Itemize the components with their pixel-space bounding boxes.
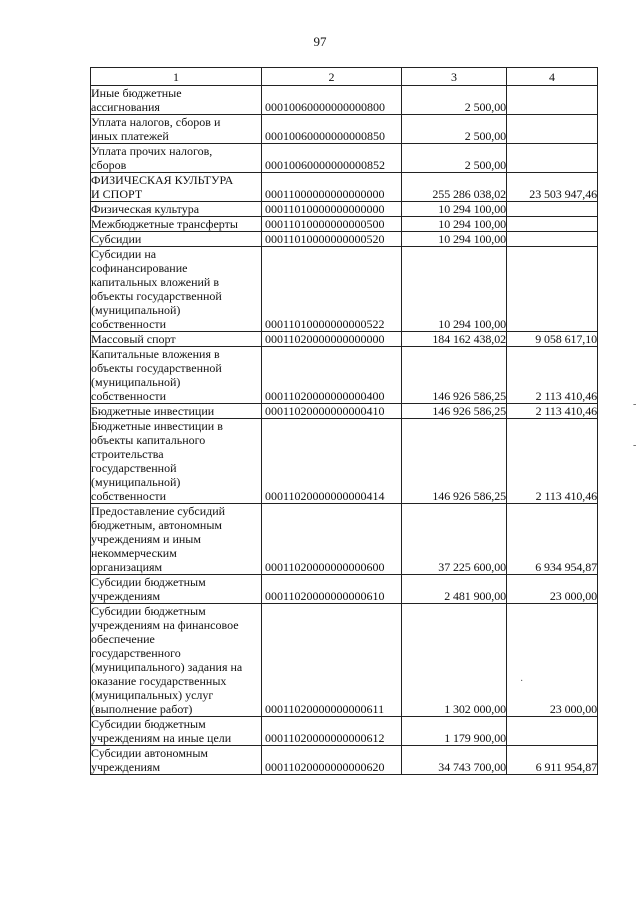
row-value-col4 (507, 717, 598, 746)
table-header-row (91, 68, 598, 86)
table-row (91, 232, 598, 247)
row-value-col3: 2 500,00 (402, 86, 507, 115)
row-value-col3: 10 294 100,00 (402, 247, 507, 332)
row-name-cell: Субсидии автономным учреждениям (91, 746, 262, 775)
row-code-cell: 00010060000000000800 (262, 86, 402, 115)
row-value-col3: 146 926 586,25 (402, 347, 507, 404)
row-code-cell: 00011010000000000000 (262, 202, 402, 217)
row-name-cell: Субсидии бюджетным учреждениям на финансовое обеспечение государственного (муниципального) задания на оказание государственных (муниципальных) услуг (выполнение работ) (91, 604, 262, 717)
row-value-col4 (507, 232, 598, 247)
row-code-cell: 00011010000000000500 (262, 217, 402, 232)
table-row (91, 247, 598, 332)
row-code-cell: 00010060000000000850 (262, 115, 402, 144)
table-row (91, 504, 598, 575)
row-code-cell: 00010060000000000852 (262, 144, 402, 173)
row-value-col4 (507, 247, 598, 332)
row-value-col3: 10 294 100,00 (402, 202, 507, 217)
row-code-cell: 00011010000000000520 (262, 232, 402, 247)
row-name-cell: Бюджетные инвестиции (91, 404, 262, 419)
row-name-cell: Субсидии на софинансирование капитальных вложений в объекты государственной (муниципальной) собственности (91, 247, 262, 332)
table-row (91, 202, 598, 217)
table-row (91, 404, 598, 419)
row-code-cell: 00011000000000000000 (262, 173, 402, 202)
row-code-cell: 00011020000000000000 (262, 332, 402, 347)
row-value-col3: 184 162 438,02 (402, 332, 507, 347)
row-name-cell: Капитальные вложения в объекты государственной (муниципальной) собственности (91, 347, 262, 404)
row-value-col3: 2 500,00 (402, 115, 507, 144)
row-value-col4: 23 000,00 (507, 604, 598, 717)
row-value-col4: 6 911 954,87 (507, 746, 598, 775)
table-row (91, 115, 598, 144)
row-value-col4: 9 058 617,10 (507, 332, 598, 347)
row-name-cell: Субсидии (91, 232, 262, 247)
table-row (91, 746, 598, 775)
table-row (91, 86, 598, 115)
scan-mark: - (633, 440, 637, 451)
table-row (91, 575, 598, 604)
row-value-col3: 1 179 900,00 (402, 717, 507, 746)
row-name-cell: Субсидии бюджетным учреждениям на иные цели (91, 717, 262, 746)
row-value-col4 (507, 202, 598, 217)
row-value-col3: 37 225 600,00 (402, 504, 507, 575)
row-value-col4: 6 934 954,87 (507, 504, 598, 575)
column-header-4: 4 (507, 68, 598, 86)
table-row (91, 173, 598, 202)
row-value-col3: 34 743 700,00 (402, 746, 507, 775)
row-name-cell: Иные бюджетные ассигнования (91, 86, 262, 115)
table-row (91, 419, 598, 504)
row-value-col4 (507, 144, 598, 173)
row-value-col4 (507, 217, 598, 232)
row-code-cell: 00011020000000000400 (262, 347, 402, 404)
row-name-cell: Уплата налогов, сборов и иных платежей (91, 115, 262, 144)
row-name-cell: Физическая культура (91, 202, 262, 217)
row-code-cell: 00011020000000000620 (262, 746, 402, 775)
row-name-cell: Уплата прочих налогов, сборов (91, 144, 262, 173)
scan-mark: - (633, 399, 637, 410)
table-row (91, 217, 598, 232)
row-value-col4 (507, 115, 598, 144)
row-value-col3: 2 481 900,00 (402, 575, 507, 604)
row-value-col3: 146 926 586,25 (402, 419, 507, 504)
row-code-cell: 00011020000000000600 (262, 504, 402, 575)
row-value-col3: 146 926 586,25 (402, 404, 507, 419)
column-header-2: 2 (262, 68, 402, 86)
scan-mark: · (520, 676, 524, 687)
table-row (91, 604, 598, 717)
table-row (91, 717, 598, 746)
row-value-col4: 23 503 947,46 (507, 173, 598, 202)
row-name-cell: Бюджетные инвестиции в объекты капитального строительства государственной (муниципальной) собственности (91, 419, 262, 504)
row-code-cell: 00011020000000000611 (262, 604, 402, 717)
row-code-cell: 00011010000000000522 (262, 247, 402, 332)
column-header-1: 1 (91, 68, 262, 86)
row-value-col3: 10 294 100,00 (402, 217, 507, 232)
table-row (91, 144, 598, 173)
row-value-col4: 23 000,00 (507, 575, 598, 604)
row-code-cell: 00011020000000000414 (262, 419, 402, 504)
row-name-cell: Предоставление субсидий бюджетным, автономным учреждениям и иным некоммерческим организациям (91, 504, 262, 575)
row-value-col3: 10 294 100,00 (402, 232, 507, 247)
row-name-cell: ФИЗИЧЕСКАЯ КУЛЬТУРА И СПОРТ (91, 173, 262, 202)
row-name-cell: Субсидии бюджетным учреждениям (91, 575, 262, 604)
row-value-col4: 2 113 410,46 (507, 347, 598, 404)
row-value-col3: 255 286 038,02 (402, 173, 507, 202)
row-value-col3: 2 500,00 (402, 144, 507, 173)
table-row (91, 347, 598, 404)
row-name-cell: Массовый спорт (91, 332, 262, 347)
row-code-cell: 00011020000000000610 (262, 575, 402, 604)
row-code-cell: 00011020000000000410 (262, 404, 402, 419)
table-row (91, 332, 598, 347)
row-name-cell: Межбюджетные трансферты (91, 217, 262, 232)
row-value-col4: 2 113 410,46 (507, 404, 598, 419)
page-number: 97 (313, 34, 327, 49)
row-code-cell: 00011020000000000612 (262, 717, 402, 746)
column-header-3: 3 (402, 68, 507, 86)
row-value-col3: 1 302 000,00 (402, 604, 507, 717)
row-value-col4: 2 113 410,46 (507, 419, 598, 504)
row-value-col4 (507, 86, 598, 115)
budget-table (90, 67, 598, 775)
